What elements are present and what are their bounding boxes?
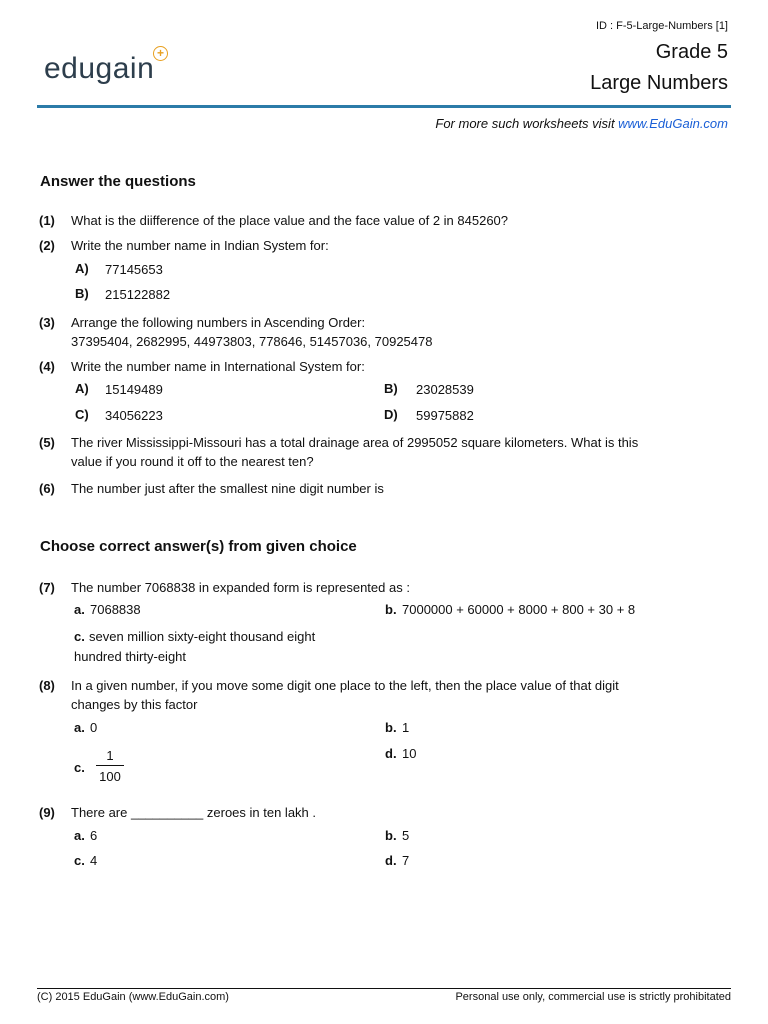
q8-text-line2: changes by this factor bbox=[71, 697, 198, 712]
q4-option-a-value: 15149489 bbox=[105, 382, 163, 397]
q7-option-c-label: c. bbox=[74, 629, 85, 644]
q7-number: (7) bbox=[39, 580, 55, 595]
q9-option-c-value: 4 bbox=[90, 853, 98, 868]
q9-option-d-value: 7 bbox=[402, 853, 410, 868]
q6-number: (6) bbox=[39, 481, 55, 496]
q8-text-line1: In a given number, if you move some digit one place to the left, then the place value of that digit bbox=[71, 678, 619, 693]
logo-text: edugain bbox=[44, 52, 155, 85]
section-title-answer: Answer the questions bbox=[40, 173, 196, 190]
worksheet-id: ID : F-5-Large-Numbers [1] bbox=[595, 20, 728, 32]
q4-option-d-value: 59975882 bbox=[416, 408, 474, 423]
q8-option-c-label: c. bbox=[74, 760, 85, 775]
q1-number: (1) bbox=[39, 213, 55, 228]
q2-option-a-value: 77145653 bbox=[105, 262, 163, 277]
q2-option-a-label: A) bbox=[75, 261, 89, 276]
q2-option-b-label: B) bbox=[75, 286, 89, 301]
q9-option-d-label: d. bbox=[385, 853, 397, 868]
footer-usage-note: Personal use only, commercial use is strictly prohibitated bbox=[455, 991, 731, 1003]
q9-number: (9) bbox=[39, 805, 55, 820]
q2-option-b-value: 215122882 bbox=[105, 287, 171, 302]
q4-option-c-value: 34056223 bbox=[105, 408, 163, 423]
q7-option-b-value: 7000000 + 60000 + 8000 + 800 + 30 + 8 bbox=[402, 602, 636, 617]
q8-option-c-fraction bbox=[96, 748, 124, 784]
fraction-denominator: 100 bbox=[99, 769, 121, 784]
q4-option-d-label: D) bbox=[384, 407, 398, 422]
q5-number: (5) bbox=[39, 435, 55, 450]
q7-option-b-label: b. bbox=[385, 602, 397, 617]
q7-text: The number 7068838 in expanded form is represented as : bbox=[71, 580, 410, 595]
more-prefix: For more such worksheets visit bbox=[435, 116, 619, 131]
q9-option-b-label: b. bbox=[385, 828, 397, 843]
q3-text: Arrange the following numbers in Ascending Order: bbox=[71, 315, 366, 330]
footer-divider bbox=[37, 988, 731, 989]
q4-option-b-value: 23028539 bbox=[416, 382, 474, 397]
q9-text: There are __________ zeroes in ten lakh . bbox=[71, 805, 317, 820]
q8-option-d-value: 10 bbox=[402, 746, 417, 761]
q5-text-line2: value if you round it off to the nearest ten? bbox=[71, 454, 314, 469]
q7-option-c-value-line1: seven million sixty-eight thousand eight bbox=[89, 629, 316, 644]
q4-option-c-label: C) bbox=[75, 407, 89, 422]
section-title-choose: Choose correct answer(s) from given choice bbox=[40, 538, 357, 555]
q8-option-a-value: 0 bbox=[90, 720, 98, 735]
q4-option-a-label: A) bbox=[75, 381, 89, 396]
q5-text-line1: The river Mississippi-Missouri has a total drainage area of 2995052 square kilometers. What is this bbox=[71, 435, 639, 450]
q3-number-list: 37395404, 2682995, 44973803, 778646, 51457036, 70925478 bbox=[71, 334, 433, 349]
q7-option-a-value: 7068838 bbox=[90, 602, 141, 617]
logo-plus-icon: + bbox=[153, 46, 168, 61]
q7-option-a-label: a. bbox=[74, 602, 85, 617]
edugain-link[interactable]: www.EduGain.com bbox=[618, 116, 728, 131]
q4-text: Write the number name in International System for: bbox=[71, 359, 365, 374]
q8-option-b-label: b. bbox=[385, 720, 397, 735]
topic-title: Large Numbers bbox=[590, 72, 728, 94]
q2-number: (2) bbox=[39, 238, 55, 253]
more-worksheets-note bbox=[435, 116, 728, 131]
header-divider bbox=[37, 105, 731, 108]
q8-option-d-label: d. bbox=[385, 746, 397, 761]
footer-copyright: (C) 2015 EduGain (www.EduGain.com) bbox=[37, 991, 229, 1003]
grade-title: Grade 5 bbox=[655, 41, 728, 63]
q9-option-a-label: a. bbox=[74, 828, 85, 843]
q2-text: Write the number name in Indian System for: bbox=[71, 238, 329, 253]
edugain-logo bbox=[44, 46, 165, 86]
q3-number: (3) bbox=[39, 315, 55, 330]
fraction-numerator: 1 bbox=[96, 748, 124, 766]
q4-option-b-label: B) bbox=[384, 381, 398, 396]
q7-option-c-value-line2: hundred thirty-eight bbox=[74, 649, 187, 664]
q1-text: What is the diifference of the place value and the face value of 2 in 845260? bbox=[71, 213, 509, 228]
q6-text: The number just after the smallest nine digit number is bbox=[71, 481, 384, 496]
q8-number: (8) bbox=[39, 678, 55, 693]
q8-option-a-label: a. bbox=[74, 720, 85, 735]
q8-option-b-value: 1 bbox=[402, 720, 410, 735]
q9-option-b-value: 5 bbox=[402, 828, 410, 843]
q4-number: (4) bbox=[39, 359, 55, 374]
q9-option-a-value: 6 bbox=[90, 828, 98, 843]
q9-option-c-label: c. bbox=[74, 853, 85, 868]
